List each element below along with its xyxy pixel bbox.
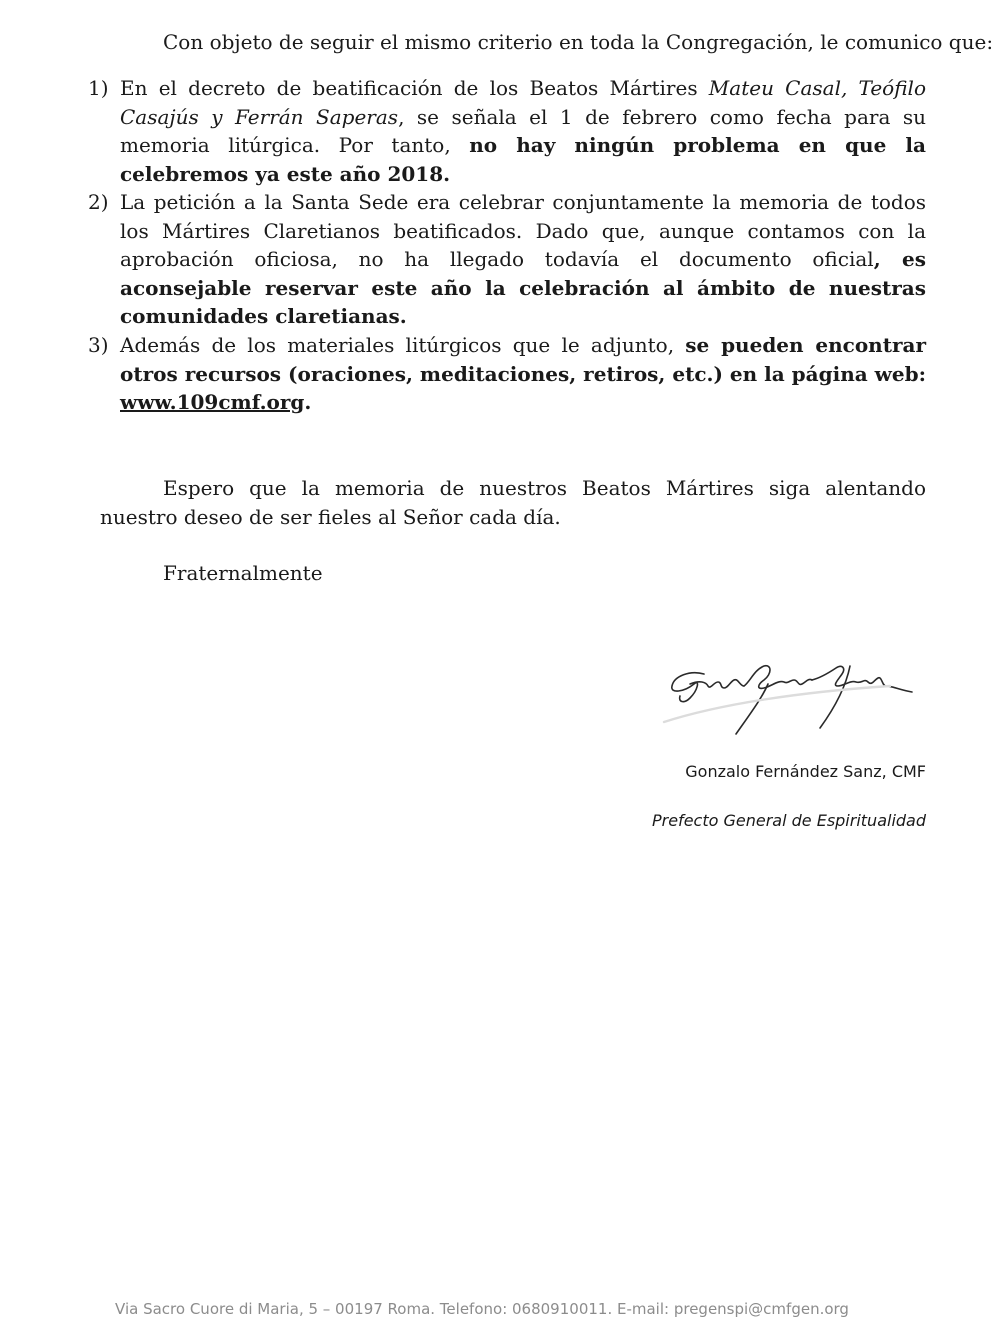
text-run: Además de los materiales litúrgicos que le adjunto, [120,333,686,357]
martyrs-names: Mateu Casal, Teófilo Casajús y Ferrán Saperas [120,76,926,129]
list-number: 3) [88,333,109,357]
handwritten-signature [660,652,926,742]
website-link[interactable]: www.109cmf.org [120,390,305,415]
bold-period: . [304,390,312,415]
farewell: Fraternalmente [163,561,323,585]
bold-statement: no hay ningún problema en que la celebremos ya este año 2018. [120,133,926,186]
closing-paragraph: Espero que la memoria de nuestros Beatos Mártires siga alentando nuestro deseo de ser fieles al Señor cada día. [100,476,926,529]
text-run: En el decreto de beatificación de los Beatos Mártires [120,76,709,100]
text-run: , se señala el 1 de febrero como fecha para su memoria litúrgica. Por tanto, [120,104,927,158]
list-text [120,188,926,331]
signer-role: Prefecto General de Espiritualidad [651,811,926,830]
list-number: 2) [88,190,109,214]
signer-name: Gonzalo Fernández Sanz, CMF [685,762,926,781]
text-run: La petición a la Santa Sede era celebrar conjuntamente la memoria de todos los Mártires Claretianos beatificados. Dado que, aunque contamos con la aprobación oficiosa, no ha llegado todavía el documento oficial [120,190,926,272]
list-text [120,331,926,417]
intro-paragraph: Con objeto de seguir el mismo criterio en toda la Congregación, le comunico que: [163,30,994,54]
list-text [120,74,926,188]
list-number: 1) [88,76,109,100]
bold-statement: se pueden encontrar otros recursos (oraciones, meditaciones, retiros, etc.) en la página web: [120,333,926,386]
bold-statement: , es aconsejable reservar este año la celebración al ámbito de nuestras comunidades claretianas. [120,247,926,329]
footer-address: Via Sacro Cuore di Maria, 5 – 00197 Roma. Telefono: 0680910011. E-mail: pregenspi@cmfgen.org [115,1300,849,1318]
